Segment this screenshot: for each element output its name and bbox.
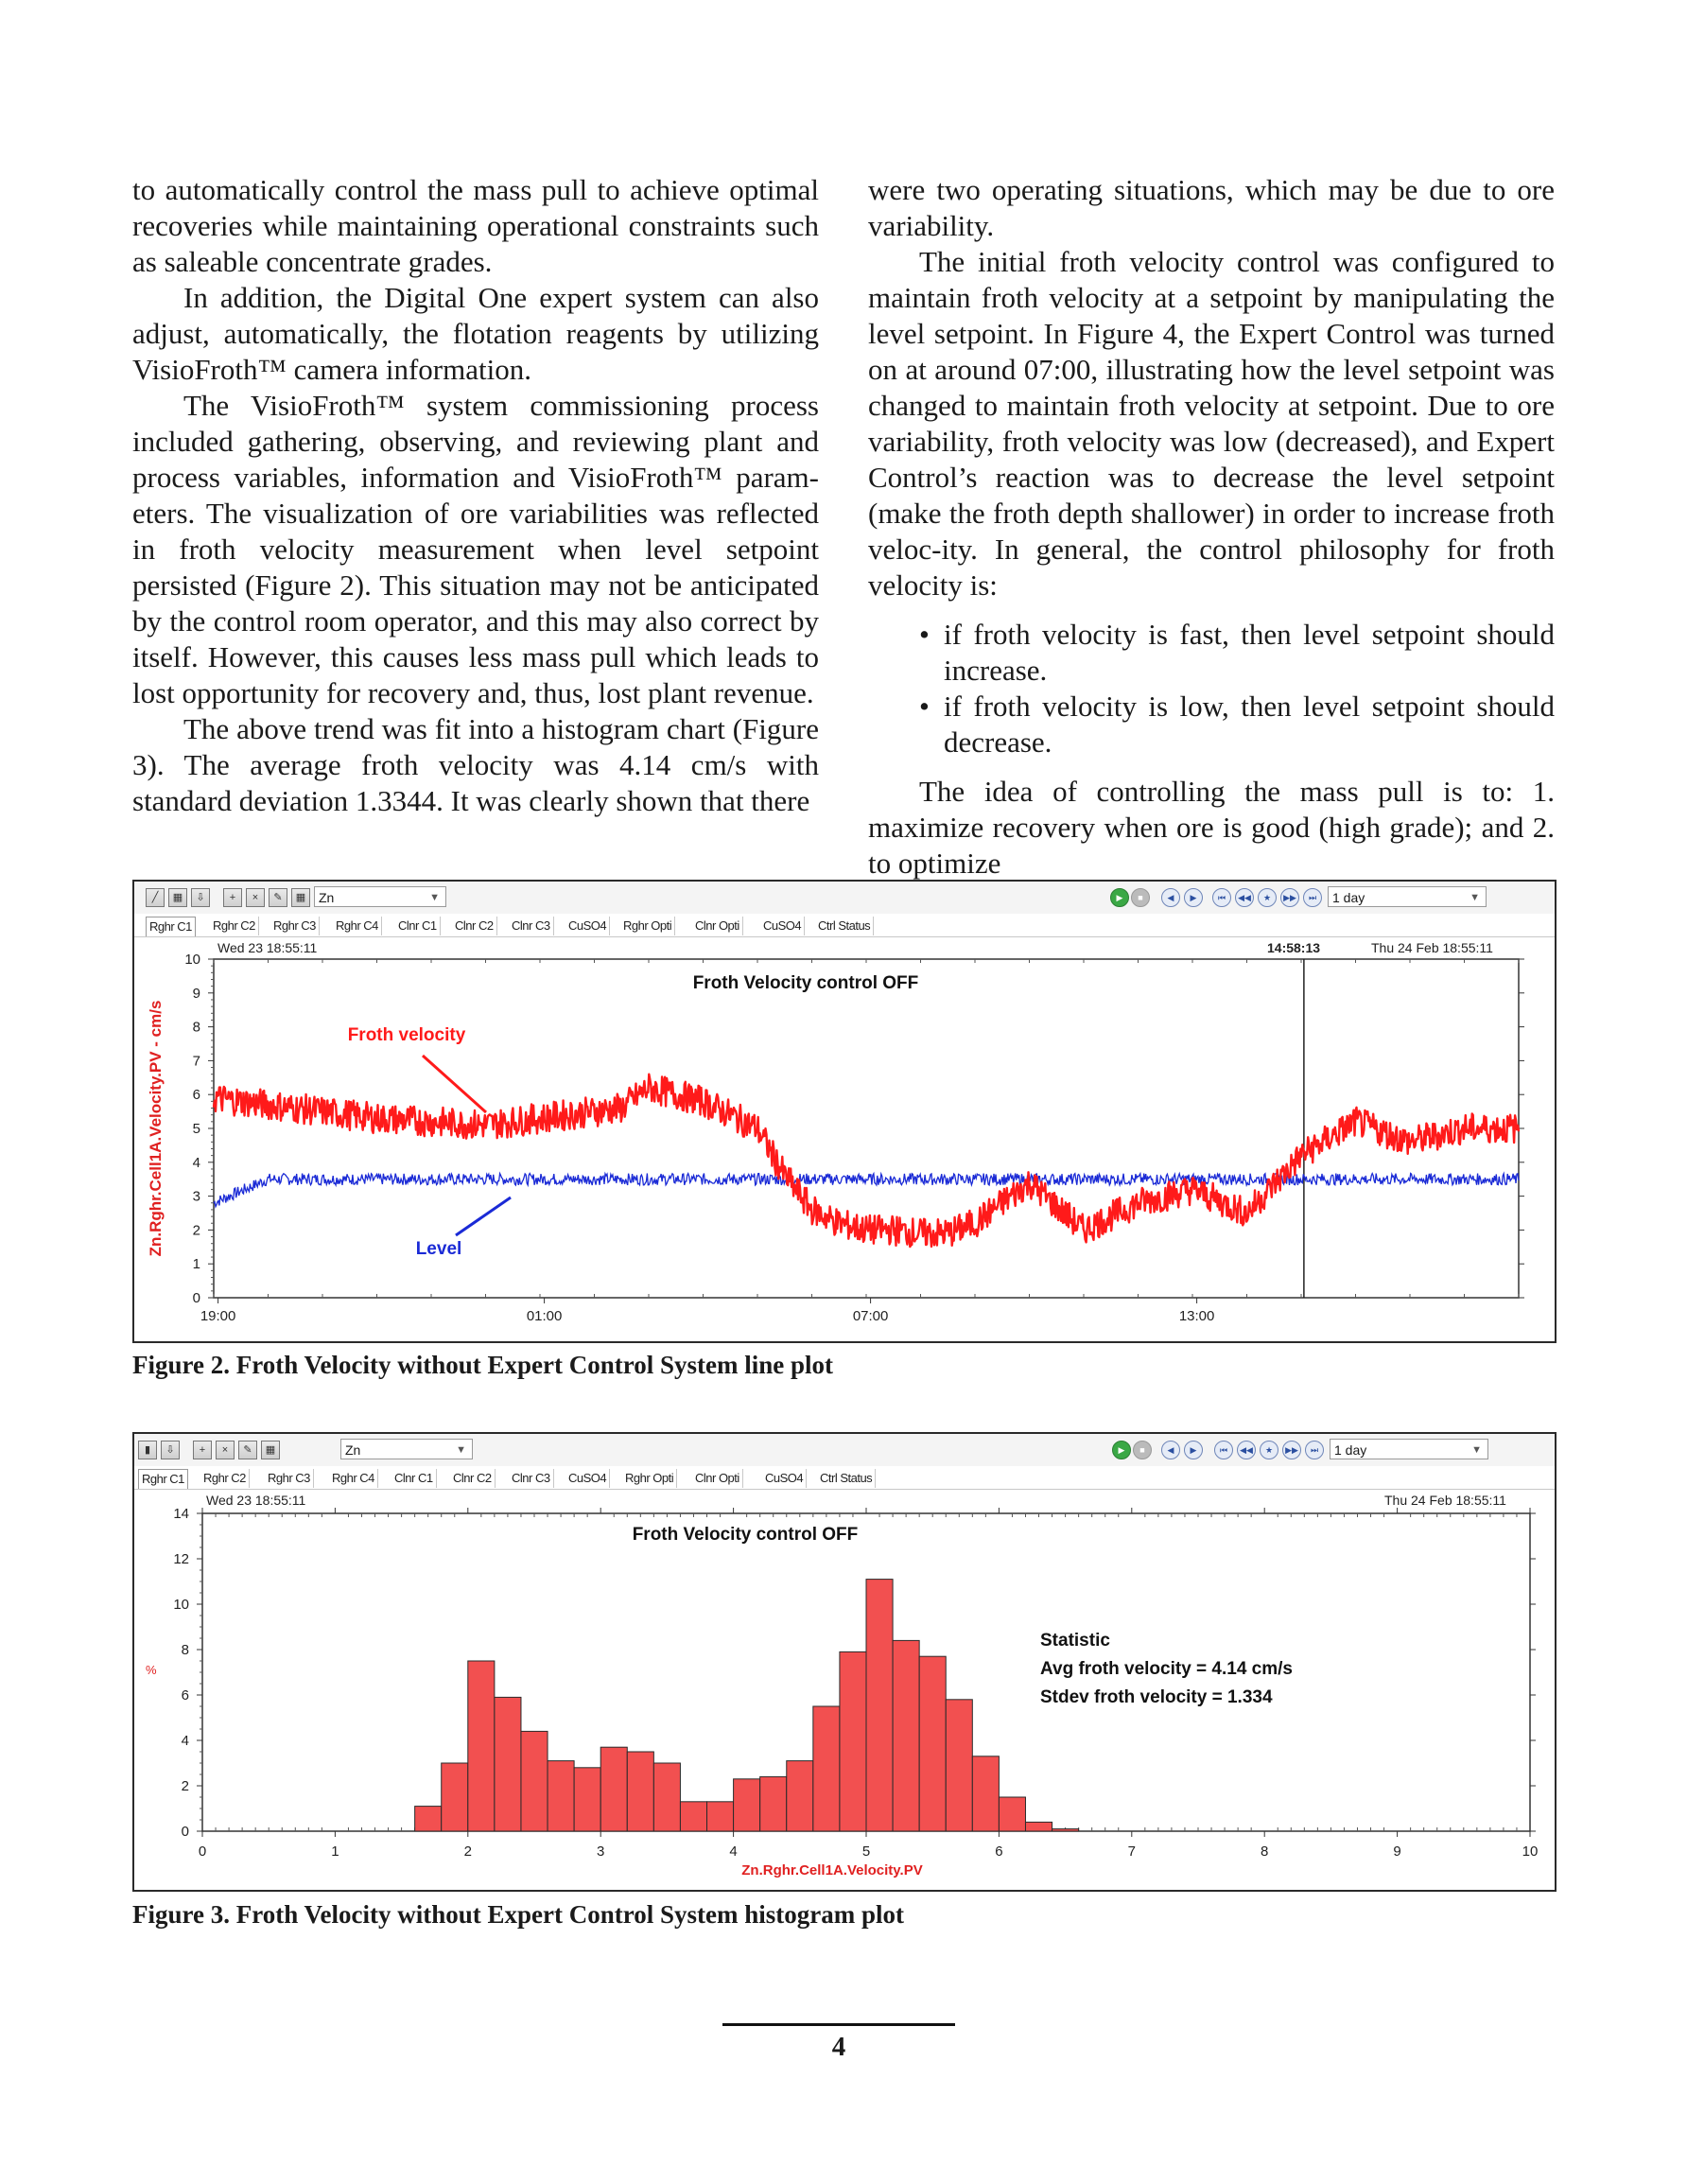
remove-pen-icon[interactable]: × xyxy=(246,888,265,907)
chart-title: Froth Velocity control OFF xyxy=(632,1525,859,1545)
jump-end-icon[interactable]: ⏭ xyxy=(1303,888,1322,907)
y-tick-label: 0 xyxy=(192,1290,200,1306)
y-tick-label: 1 xyxy=(192,1256,200,1273)
y-tick-label: 9 xyxy=(192,985,200,1002)
tab-rghr-c4[interactable]: Rghr C4 xyxy=(329,1469,378,1488)
tab-clnr-c3[interactable]: Clnr C3 xyxy=(509,917,554,935)
y-tick-label: 6 xyxy=(181,1687,189,1704)
jump-start-icon[interactable]: ⏮ xyxy=(1212,888,1231,907)
step-forward-icon[interactable]: ▶ xyxy=(1184,1441,1203,1459)
fast-forward-icon[interactable]: ▶▶ xyxy=(1282,1441,1301,1459)
histogram-chart xyxy=(134,1434,1555,1890)
play-icon[interactable]: ▶ xyxy=(1110,888,1129,907)
histogram-bar xyxy=(760,1776,787,1831)
histogram-bar xyxy=(548,1761,574,1831)
x-tick-label: 9 xyxy=(1393,1843,1401,1860)
histogram-bar xyxy=(919,1656,946,1831)
tab-clnr-c3[interactable]: Clnr C3 xyxy=(509,1469,554,1488)
tab-cuso4-2[interactable]: CuSO4 xyxy=(762,1469,807,1488)
export-icon[interactable]: ⇩ xyxy=(191,888,210,907)
step-forward-icon[interactable]: ▶ xyxy=(1184,888,1203,907)
chevron-down-icon: ▼ xyxy=(456,1444,466,1456)
paragraph: The initial froth velocity control was configured to maintain froth velocity at a setpoint by manipulating the level setpoint. In Figure 4, the Expert Control was turned on at around 07:00, illustrating how the level setpoint was changed to maintain froth velocity at setpoint. Due to ore variability, froth velocity was low (decreased), and Expert Control’s reaction was to decrease the level setpoint (make the froth depth shallower) in order to increase froth veloc-ity. In general, the control philosophy for froth velocity is: xyxy=(868,245,1555,602)
chart-bar-icon[interactable]: ▮ xyxy=(138,1441,157,1459)
grid-icon[interactable]: ▦ xyxy=(291,888,310,907)
now-star-icon[interactable]: ★ xyxy=(1258,888,1277,907)
add-pen-icon[interactable]: + xyxy=(223,888,242,907)
tab-rghr-c1[interactable]: Rghr C1 xyxy=(146,917,196,936)
tab-cuso4[interactable]: CuSO4 xyxy=(565,917,610,935)
x-axis-label: Zn.Rghr.Cell1A.Velocity.PV xyxy=(741,1862,923,1878)
start-time: Wed 23 18:55:11 xyxy=(217,940,318,955)
table-icon[interactable]: ▦ xyxy=(168,888,187,907)
y-tick-label: 3 xyxy=(192,1188,200,1205)
y-tick-label: 7 xyxy=(192,1053,200,1070)
tab-ctrl-status[interactable]: Ctrl Status xyxy=(815,917,874,935)
chevron-down-icon: ▼ xyxy=(1471,1444,1482,1456)
start-time: Wed 23 18:55:11 xyxy=(206,1493,306,1508)
tab-clnr-opti[interactable]: Clnr Opti xyxy=(692,917,743,935)
cursor-time: 14:58:13 xyxy=(1267,940,1321,955)
x-tick-label: 13:00 xyxy=(1178,1308,1215,1324)
tab-rghr-opti[interactable]: Rghr Opti xyxy=(620,917,675,935)
histogram-bar xyxy=(468,1661,495,1831)
end-time: Thu 24 Feb 18:55:11 xyxy=(1371,940,1493,955)
y-tick-label: 10 xyxy=(173,1597,189,1613)
histogram-bar xyxy=(574,1768,600,1831)
histogram-bar xyxy=(866,1580,893,1831)
y-tick-label: 4 xyxy=(192,1154,200,1171)
edit-pen-icon[interactable]: ✎ xyxy=(238,1441,257,1459)
time-range-select[interactable]: 1 day ▼ xyxy=(1328,886,1487,907)
tab-clnr-c2[interactable]: Clnr C2 xyxy=(452,917,497,935)
y-axis-label: Zn.Rghr.Cell1A.Velocity.PV - cm/s xyxy=(147,1000,165,1257)
y-tick-label: 4 xyxy=(181,1733,189,1749)
paragraph: The VisioFroth™ system commissioning process included gathering, observing, and reviewing plant and process variables, information and VisioFroth™ param-eters. The visualization of ore variabilities was reflected in froth velocity measurement when level setpoint persisted (Figure 2). This situation may not be anticipated by the control room operator, and this may also correct by itself. However, this causes less mass pull which leads to lost opportunity for recovery and, thus, lost plant revenue. xyxy=(132,389,819,709)
stop-icon[interactable]: ■ xyxy=(1133,1441,1152,1459)
bullet-item: • if froth velocity is low, then level setpoint should decrease. xyxy=(919,690,1555,759)
histogram-bar xyxy=(680,1802,706,1831)
bullet-list xyxy=(868,617,1555,760)
step-back-icon[interactable]: ◀ xyxy=(1161,1441,1180,1459)
histogram-bar xyxy=(495,1697,521,1831)
x-tick-label: 01:00 xyxy=(526,1308,563,1324)
export-icon[interactable]: ⇩ xyxy=(161,1441,180,1459)
jump-end-icon[interactable]: ⏭ xyxy=(1305,1441,1324,1459)
step-back-icon[interactable]: ◀ xyxy=(1161,888,1180,907)
y-tick-label: 10 xyxy=(184,952,200,968)
histogram-bar xyxy=(707,1802,734,1831)
page-number-rule xyxy=(722,2023,955,2026)
play-icon[interactable]: ▶ xyxy=(1112,1441,1131,1459)
tab-ctrl-status[interactable]: Ctrl Status xyxy=(817,1469,876,1488)
bullet-item: • if froth velocity is fast, then level setpoint should increase. xyxy=(919,618,1555,687)
chart-line-icon[interactable]: ╱ xyxy=(146,888,165,907)
x-tick-label: 2 xyxy=(463,1843,472,1860)
histogram-bar xyxy=(442,1763,468,1831)
histogram-bar xyxy=(787,1761,813,1831)
y-tick-label: 14 xyxy=(173,1506,189,1522)
level-annotation: Level xyxy=(415,1239,462,1259)
x-tick-label: 0 xyxy=(198,1843,207,1860)
chevron-down-icon: ▼ xyxy=(1470,892,1480,903)
plot-area xyxy=(214,959,1519,1298)
chevron-down-icon: ▼ xyxy=(429,892,440,903)
tab-rghr-c3[interactable]: Rghr C3 xyxy=(265,1469,314,1488)
jump-start-icon[interactable]: ⏮ xyxy=(1214,1441,1233,1459)
histogram-bar xyxy=(813,1706,840,1831)
histogram-bar xyxy=(1052,1829,1079,1831)
paragraph: were two operating situations, which may be due to ore variability. xyxy=(868,173,1555,242)
y-tick-label: 5 xyxy=(192,1121,200,1137)
page-number: 4 xyxy=(831,2032,846,2062)
paragraph: In addition, the Digital One expert system can also adjust, automatically, the flotation reagents by utilizing VisioFroth™ camera information. xyxy=(132,281,819,386)
edit-pen-icon[interactable]: ✎ xyxy=(269,888,287,907)
x-tick-label: 8 xyxy=(1261,1843,1269,1860)
line-chart xyxy=(134,882,1555,1341)
y-tick-label: 6 xyxy=(192,1087,200,1104)
histogram-bar xyxy=(999,1797,1025,1831)
tab-cuso4-2[interactable]: CuSO4 xyxy=(760,917,805,935)
area-select[interactable]: Zn ▼ xyxy=(340,1439,473,1459)
y-tick-label: 2 xyxy=(181,1778,189,1794)
histogram-bar xyxy=(627,1752,653,1831)
histogram-bar xyxy=(600,1747,627,1831)
histogram-bar xyxy=(415,1807,442,1831)
tab-clnr-opti[interactable]: Clnr Opti xyxy=(692,1469,743,1488)
y-axis-label: % xyxy=(146,1663,157,1677)
grid-icon[interactable]: ▦ xyxy=(261,1441,280,1459)
histogram-bar xyxy=(653,1763,680,1831)
paragraph: The above trend was fit into a histogram chart (Figure 3). The average froth velocity was 4.14 cm/s with standard deviation 1.3344. It was clearly shown that there xyxy=(132,712,819,817)
figure-2-caption: Figure 2. Froth Velocity without Expert Control System line plot xyxy=(132,1351,833,1379)
x-tick-label: 6 xyxy=(995,1843,1003,1860)
rewind-icon[interactable]: ◀◀ xyxy=(1237,1441,1256,1459)
figure-2-panel xyxy=(132,880,1557,1343)
stats-avg: Avg froth velocity = 4.14 cm/s xyxy=(1040,1659,1293,1679)
figure-3-panel xyxy=(132,1432,1557,1892)
tab-rghr-c2[interactable]: Rghr C2 xyxy=(200,1469,250,1488)
stats-stdev: Stdev froth velocity = 1.334 xyxy=(1040,1687,1273,1707)
paragraph: The idea of controlling the mass pull is to: 1. maximize recovery when ore is good (high grade); and 2. to optimize xyxy=(868,775,1555,880)
right-column xyxy=(868,172,1555,882)
tab-rghr-c1[interactable]: Rghr C1 xyxy=(138,1469,188,1489)
tab-rghr-opti[interactable]: Rghr Opti xyxy=(622,1469,677,1488)
x-tick-label: 7 xyxy=(1127,1843,1136,1860)
tab-clnr-c1[interactable]: Clnr C1 xyxy=(391,1469,437,1488)
tab-cuso4[interactable]: CuSO4 xyxy=(565,1469,610,1488)
add-pen-icon[interactable]: + xyxy=(193,1441,212,1459)
end-time: Thu 24 Feb 18:55:11 xyxy=(1384,1493,1506,1508)
chart-title: Froth Velocity control OFF xyxy=(692,973,919,993)
histogram-bar xyxy=(1025,1822,1052,1831)
area-select[interactable]: Zn ▼ xyxy=(314,886,446,907)
tab-clnr-c1[interactable]: Clnr C1 xyxy=(395,917,441,935)
tab-rghr-c3[interactable]: Rghr C3 xyxy=(270,917,320,935)
x-tick-label: 07:00 xyxy=(852,1308,889,1324)
tab-rghr-c2[interactable]: Rghr C2 xyxy=(210,917,259,935)
paragraph: to automatically control the mass pull to achieve optimal recoveries while maintaining operational constraints such as saleable concentrate grades. xyxy=(132,173,819,278)
histogram-bar xyxy=(734,1779,760,1831)
histogram-bar xyxy=(946,1700,972,1831)
figure-3-caption: Figure 3. Froth Velocity without Expert Control System histogram plot xyxy=(132,1900,904,1929)
now-star-icon[interactable]: ★ xyxy=(1260,1441,1278,1459)
x-tick-label: 4 xyxy=(729,1843,738,1860)
stop-icon[interactable]: ■ xyxy=(1131,888,1150,907)
histogram-bar xyxy=(972,1756,999,1831)
stats-heading: Statistic xyxy=(1040,1631,1110,1651)
bullet-icon: • xyxy=(919,618,930,651)
y-tick-label: 0 xyxy=(181,1824,189,1840)
x-tick-label: 1 xyxy=(331,1843,339,1860)
x-tick-label: 3 xyxy=(597,1843,605,1860)
y-tick-label: 2 xyxy=(192,1222,200,1239)
x-tick-label: 19:00 xyxy=(200,1308,236,1324)
fast-forward-icon[interactable]: ▶▶ xyxy=(1280,888,1299,907)
rewind-icon[interactable]: ◀◀ xyxy=(1235,888,1254,907)
y-tick-label: 8 xyxy=(192,1019,200,1036)
velocity-annotation: Froth velocity xyxy=(347,1025,466,1045)
left-column xyxy=(132,172,819,819)
tab-clnr-c2[interactable]: Clnr C2 xyxy=(450,1469,496,1488)
x-tick-label: 5 xyxy=(861,1843,871,1860)
tab-rghr-c4[interactable]: Rghr C4 xyxy=(333,917,382,935)
time-range-select[interactable]: 1 day ▼ xyxy=(1330,1439,1488,1459)
y-tick-label: 8 xyxy=(181,1642,189,1658)
remove-pen-icon[interactable]: × xyxy=(216,1441,235,1459)
histogram-bar xyxy=(893,1640,919,1831)
y-tick-label: 12 xyxy=(173,1551,189,1567)
bullet-icon: • xyxy=(919,690,930,723)
histogram-bar xyxy=(840,1651,866,1831)
x-tick-label: 10 xyxy=(1522,1843,1539,1860)
histogram-bar xyxy=(521,1731,548,1831)
